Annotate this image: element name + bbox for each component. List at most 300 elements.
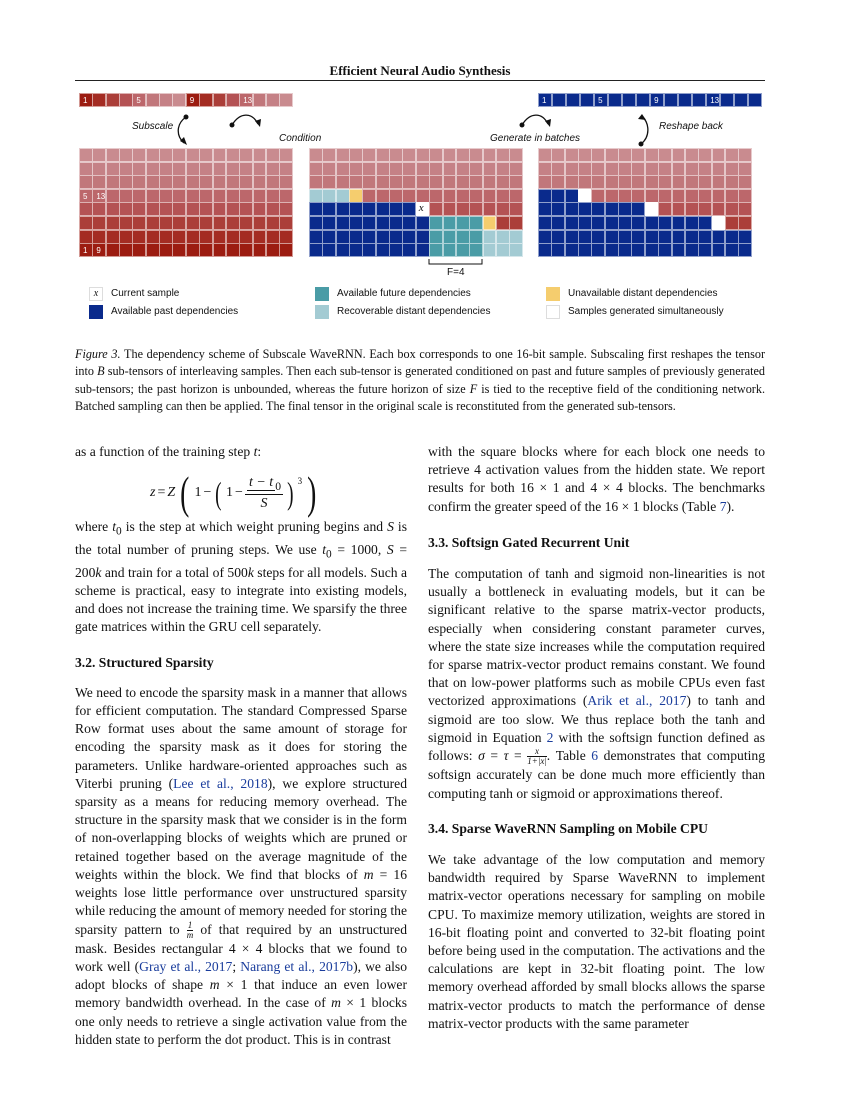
grid-cell: [551, 162, 565, 176]
strip-cell-original: [226, 93, 240, 107]
legend-label: Samples generated simultaneously: [568, 306, 724, 317]
grid-cell: [266, 175, 280, 189]
grid-cell: [172, 230, 186, 244]
legend-label: Recoverable distant dependencies: [337, 306, 491, 317]
future-cell: [469, 216, 483, 230]
math-symbol: t: [322, 541, 327, 557]
strip-cell-original: 5: [132, 93, 146, 107]
past-cell: [362, 216, 376, 230]
grid-cell: [266, 230, 280, 244]
grid-cell: [725, 216, 739, 230]
grid-cell: [565, 175, 579, 189]
eq-Z: Z: [167, 485, 176, 500]
grid-cell: [578, 148, 592, 162]
eq-den: S: [260, 496, 268, 512]
grid-cell: [279, 202, 293, 216]
grid-cell: [253, 175, 267, 189]
grid-cell: [578, 243, 592, 257]
grid-cell: [551, 175, 565, 189]
grid-cell: [159, 175, 173, 189]
strip-cell-reconstituted: [678, 93, 692, 107]
past-cell: [376, 202, 390, 216]
grid-cell: [483, 148, 497, 162]
grid-cell: [322, 175, 336, 189]
grid-cell: [685, 148, 699, 162]
grid-cell: [738, 230, 752, 244]
grid-cell: [106, 148, 120, 162]
strip-cell-reconstituted: [636, 93, 650, 107]
grid-cell: [172, 175, 186, 189]
grid-cell: [279, 230, 293, 244]
eq-num-sub: 0: [275, 479, 282, 493]
grid-cell: [132, 148, 146, 162]
past-cell: [402, 202, 416, 216]
grid-cell: [309, 175, 323, 189]
grid-cell: [645, 189, 659, 203]
grid-cell: [79, 202, 93, 216]
grid-cell: [92, 202, 106, 216]
fraction-numerator: x: [527, 747, 547, 757]
paragraph: We need to encode the sparsity mask in a manner that allows for efficient computation. The standard Compressed Sparse Row format uses about the same amount of storage for encoding the sparsity mask as it does for storing the parameters. Unlike hardware-oriented approaches such as Viterbi pruning (Lee et al., 2018), we explore structured sparsity as a means for reducing memory overhead. The structure in the sparsity mask that we consider is in the form of non-overlapping blocks of weights which are pruned or retained together based on the average magnitude of the weights within the block. We find that blocks of m = 16 weights lose little performance over unstructured sparsity while reducing the amount of memory needed for storing the sparsity pattern to $\frac{1}{m}$ of that required by an unstructured mask. Besides rectangular 4 × 4 blocks that we found to work well (Gray et al., 2017; Narang et al., 2017b), we also adopt blocks of shape m × 1 that induce an even lower memory bandwidth overhead. In the case of m × 1 blocks one only needs to retrieve a single activation value from the hidden state to perform the dot product. This is in contrast: [75, 684, 407, 1047]
strip-cell-reconstituted: [580, 93, 594, 107]
grid-cell: [578, 162, 592, 176]
grid-cell: [199, 175, 213, 189]
grid-cell: [279, 162, 293, 176]
math-subscript: 0: [326, 548, 332, 561]
grid-cell: [645, 216, 659, 230]
grid-cell: [605, 189, 619, 203]
math-subscript: 0: [116, 525, 122, 538]
grid-cell: [658, 148, 672, 162]
grid-cell: [106, 162, 120, 176]
grid-cell: [146, 148, 160, 162]
grid-cell: [605, 162, 619, 176]
grid-cell: [685, 202, 699, 216]
legend-label: Current sample: [111, 288, 180, 299]
grid-cell: [469, 202, 483, 216]
past-cell: [389, 230, 403, 244]
past-cell: [309, 216, 323, 230]
grid-cell: [159, 216, 173, 230]
grid-cell: [279, 216, 293, 230]
grid-cell: [551, 230, 565, 244]
grid-cell: [685, 189, 699, 203]
grid-cell: [605, 202, 619, 216]
grid-cell: [631, 162, 645, 176]
strip-cell-original: [253, 93, 267, 107]
math-symbol: S: [387, 519, 394, 534]
grid-cell: [631, 202, 645, 216]
past-cell: [349, 230, 363, 244]
future-cell: [469, 230, 483, 244]
grid-cell: [376, 175, 390, 189]
grid-cell: [146, 243, 160, 257]
math-symbol: S: [386, 541, 394, 557]
grid-cell: [253, 230, 267, 244]
citation-link[interactable]: Lee et al., 2018: [173, 775, 268, 791]
recoverable-cell: [496, 243, 510, 257]
grid-cell: [266, 162, 280, 176]
grid-cell: [685, 162, 699, 176]
grid-cell: [605, 243, 619, 257]
grid-cell: [279, 175, 293, 189]
grid-cell: [496, 202, 510, 216]
grid-cell: [213, 175, 227, 189]
grid-cell: [322, 148, 336, 162]
grid-cell: [443, 189, 457, 203]
grid-cell: [92, 230, 106, 244]
grid-cell: [698, 243, 712, 257]
math-symbol: k: [247, 564, 254, 580]
grid-cell: [658, 216, 672, 230]
grid-cell: [349, 162, 363, 176]
grid-cell: [672, 148, 686, 162]
grid-cell: [591, 243, 605, 257]
grid-cell: [672, 202, 686, 216]
grid-cell: 9: [92, 243, 106, 257]
citation-link[interactable]: 6: [591, 748, 599, 764]
grid-cell: [186, 216, 200, 230]
simultaneous-cell: [712, 216, 726, 230]
eq-equals: =: [157, 485, 166, 500]
grid-cell: [402, 162, 416, 176]
legend-swatch-simultaneous: [546, 305, 560, 319]
grid-cell: [591, 230, 605, 244]
strip-cell-original: [92, 93, 106, 107]
grid-cell: [199, 162, 213, 176]
grid-cell: [591, 148, 605, 162]
running-header: Efficient Neural Audio Synthesis: [329, 63, 511, 78]
grid-cell: [199, 230, 213, 244]
grid-cell: [618, 202, 632, 216]
grid-cell: [349, 175, 363, 189]
figure-3: [0, 0, 850, 330]
grid-cell: [429, 162, 443, 176]
eq-minus: −: [203, 485, 212, 500]
grid-cell: [631, 175, 645, 189]
grid-cell: [698, 216, 712, 230]
citation-link[interactable]: 2: [546, 729, 554, 745]
legend-swatch-future: [315, 287, 329, 301]
grid-cell: [443, 175, 457, 189]
math-symbol: t: [253, 444, 258, 459]
grid-cell: [672, 243, 686, 257]
grid-cell: [376, 148, 390, 162]
grid-cell: [496, 216, 510, 230]
fraction-denominator: 1+|x|: [527, 756, 547, 767]
grid-cell: [199, 216, 213, 230]
grid-cell: [279, 189, 293, 203]
grid-cell: [106, 216, 120, 230]
grid-cell: [578, 175, 592, 189]
grid-cell: [266, 148, 280, 162]
past-cell: [322, 243, 336, 257]
grid-cell: 13: [92, 189, 106, 203]
grid-cell: [483, 189, 497, 203]
grid-cell: [132, 216, 146, 230]
grid-cell: [226, 202, 240, 216]
eq-one: 1: [194, 485, 202, 500]
future-cell: [469, 243, 483, 257]
grid-cell: [712, 175, 726, 189]
past-cell: [362, 243, 376, 257]
grid-cell: [159, 162, 173, 176]
grid-cell: [132, 230, 146, 244]
strip-cell-original: [106, 93, 120, 107]
grid-cell: [509, 162, 523, 176]
recoverable-cell: [509, 230, 523, 244]
grid-cell: [538, 243, 552, 257]
grid-cell: [279, 243, 293, 257]
grid-cell: [362, 175, 376, 189]
grid-cell: [172, 189, 186, 203]
past-cell: [309, 230, 323, 244]
grid-cell: [416, 148, 430, 162]
grid-cell: [578, 230, 592, 244]
past-cell: [322, 216, 336, 230]
past-cell: [376, 230, 390, 244]
grid-cell: [239, 202, 253, 216]
grid-cell: [725, 175, 739, 189]
grid-cell: [565, 230, 579, 244]
grid-cell: [591, 175, 605, 189]
strip-cell-original: [159, 93, 173, 107]
grid-cell: [605, 148, 619, 162]
grid-cell: [469, 175, 483, 189]
grid-cell: [551, 243, 565, 257]
grid-cell: [456, 162, 470, 176]
past-cell: [416, 243, 430, 257]
strip-cell-reconstituted: 5: [594, 93, 608, 107]
grid-cell: [672, 175, 686, 189]
grid-cell: [119, 189, 133, 203]
grid-cell: [226, 148, 240, 162]
grid-cell: [186, 230, 200, 244]
grid-cell: [698, 230, 712, 244]
past-cell: [389, 202, 403, 216]
grid-cell: [186, 175, 200, 189]
grid-cell: [685, 216, 699, 230]
grid-cell: [618, 216, 632, 230]
recoverable-cell: [496, 230, 510, 244]
future-cell: [429, 243, 443, 257]
grid-cell: [146, 189, 160, 203]
grid-cell: [483, 202, 497, 216]
grid-cell: [376, 162, 390, 176]
grid-cell: [712, 243, 726, 257]
past-cell: [336, 216, 350, 230]
eq-fraction: [245, 474, 283, 513]
math-symbol: t: [112, 519, 117, 534]
grid-cell: [725, 230, 739, 244]
grid-cell: [631, 230, 645, 244]
grid-cell: [551, 148, 565, 162]
grid-cell: [538, 230, 552, 244]
grid-cell: [119, 202, 133, 216]
grid-cell: [712, 189, 726, 203]
grid-cell: [186, 162, 200, 176]
grid-cell: [456, 148, 470, 162]
grid-cell: [226, 230, 240, 244]
grid-cell: [309, 148, 323, 162]
grid-cell: [565, 162, 579, 176]
grid-cell: [213, 189, 227, 203]
grid-cell: [186, 189, 200, 203]
legend-swatch-unavailable: [546, 287, 560, 301]
grid-cell: [92, 175, 106, 189]
grid-cell: [538, 189, 552, 203]
grid-cell: [226, 216, 240, 230]
grid-cell: [172, 162, 186, 176]
section-heading-3-3: 3.3. Softsign Gated Recurrent Unit: [428, 534, 630, 550]
math-symbol: k: [95, 564, 102, 580]
past-cell: [362, 230, 376, 244]
grid-cell: [645, 148, 659, 162]
grid-cell: [226, 162, 240, 176]
grid-cell: 5: [79, 189, 93, 203]
past-cell: [336, 202, 350, 216]
grid-cell: [172, 202, 186, 216]
grid-cell: [253, 189, 267, 203]
past-cell: [416, 216, 430, 230]
section-heading-3-4: 3.4. Sparse WaveRNN Sampling on Mobile CPU: [428, 820, 708, 836]
grid-cell: [738, 216, 752, 230]
math-symbol: σ: [478, 748, 485, 764]
grid-cell: [159, 230, 173, 244]
grid-cell: [132, 243, 146, 257]
paragraph: The computation of tanh and sigmoid non-linearities is not usually a bottleneck in evaluating models, but it can be significant relative to the sparse matrix-vector products, especially when considering constant parameter curves, where the state size increases while the computation required for sparse matrix-vector product remains constant. We found that on low-power platforms such as mobile CPUs even fast vectorized approximations (Arik et al., 2017) to tanh and sigmoid are too slow. We thus replace both the tanh and sigmoid in Equation 2 with the softsign function defined as follows: σ = τ = $\frac{x}{1+|x|}$ . Table 6 demonstrates that computing softsign accurately can be done much more efficiently than computing tanh or sigmoid or approximations thereof.: [428, 566, 766, 801]
grid-cell: [79, 216, 93, 230]
grid-cell: [591, 162, 605, 176]
pruning-equation: z = Z ( 1 − ( 1 − $\frac{t - t _0}{S}$ ) $^3$ ): [150, 467, 317, 518]
past-cell: [349, 202, 363, 216]
grid-cell: [712, 202, 726, 216]
citation-link[interactable]: Narang et al., 2017b: [240, 959, 354, 975]
grid-cell: [658, 202, 672, 216]
past-cell: [402, 243, 416, 257]
grid-cell: [266, 189, 280, 203]
strip-cell-original: [266, 93, 280, 107]
past-cell: [376, 243, 390, 257]
paragraph: where $t_0$ is the step at which weight pruning begins and S is the total number of pruning steps. We use $t_0 = 1000$, S = 200k and train for a total of 500k steps for all models. Such a scheme is practical, easy to integrate into existing models, and does not increase the training time. We sparsify the three gate matrices within the GRU cell separately.: [75, 519, 408, 635]
grid-cell: [698, 175, 712, 189]
grid-cell: [618, 243, 632, 257]
strip-cell-original: [199, 93, 213, 107]
future-cell: [443, 216, 457, 230]
grid-cell: [496, 189, 510, 203]
grid-cell: [565, 189, 579, 203]
grid-cell: [186, 243, 200, 257]
grid-cell: [443, 162, 457, 176]
grid-cell: [551, 189, 565, 203]
strip-cell-original: 13: [239, 93, 253, 107]
grid-cell: [645, 162, 659, 176]
left-column: [75, 443, 407, 461]
grid-cell: [106, 175, 120, 189]
strip-cell-original: [119, 93, 133, 107]
grid-cell: [213, 216, 227, 230]
past-cell: [349, 243, 363, 257]
grid-cell: [538, 148, 552, 162]
future-cell: [456, 216, 470, 230]
grid-cell: [712, 230, 726, 244]
grid-cell: [266, 243, 280, 257]
grid-cell: [159, 189, 173, 203]
past-cell: [402, 216, 416, 230]
fraction-denominator: m: [186, 929, 194, 940]
grid-cell: [213, 148, 227, 162]
future-cell: [443, 230, 457, 244]
legend-label: Unavailable distant dependencies: [568, 288, 718, 299]
grid-cell: [591, 216, 605, 230]
citation-link[interactable]: 7: [719, 498, 727, 514]
strip-cell-original: [172, 93, 186, 107]
paragraph: We take advantage of the low computation and memory bandwidth required by Sparse WaveRNN to implement matrix-vector operations necessary for sampling on mobile CPU. To maximize memory utilization, weights are stored in 16-bit floating point and converted to 32-bit floating point before being used in the computation. The activations and the calculations are kept in 32-bit floating point. The low memory overhead afforded by small blocks allows the sparse matrix-vector products to match the performance of dense matrix-vector products with the same parameter: [428, 852, 765, 1031]
grid-cell: [456, 202, 470, 216]
strip-cell-original: [213, 93, 227, 107]
grid-cell: [172, 148, 186, 162]
future-horizon-label: F=4: [447, 267, 465, 278]
grid-cell: [672, 230, 686, 244]
grid-cell: [79, 162, 93, 176]
future-cell: [443, 243, 457, 257]
grid-cell: [92, 148, 106, 162]
grid-cell: [416, 162, 430, 176]
recoverable-cell: [483, 243, 497, 257]
left-column-body: [75, 518, 407, 1049]
condition-arrow-icon: [232, 115, 258, 125]
grid-cell: [199, 243, 213, 257]
grid-cell: [146, 216, 160, 230]
legend-label: Available past dependencies: [111, 306, 239, 317]
grid-cell: [591, 189, 605, 203]
grid-cell: [738, 189, 752, 203]
subscale-label: Subscale: [132, 121, 174, 132]
grid-cell: [509, 216, 523, 230]
grid-cell: [322, 162, 336, 176]
grid-cell: [389, 189, 403, 203]
citation-link[interactable]: Gray et al., 2017: [139, 959, 233, 975]
strip-cell-reconstituted: [608, 93, 622, 107]
legend-swatch-current: x: [89, 287, 103, 301]
grid-cell: [591, 202, 605, 216]
inline-fraction: [187, 921, 194, 940]
eq-one-inner: 1: [226, 485, 234, 500]
grid-cell: [605, 175, 619, 189]
eq-minus-inner: −: [235, 485, 243, 500]
past-cell: [336, 230, 350, 244]
strip-cell-reconstituted: [720, 93, 734, 107]
grid-cell: [738, 148, 752, 162]
grid-cell: [146, 175, 160, 189]
grid-cell: [712, 148, 726, 162]
grid-cell: [362, 162, 376, 176]
grid-cell: [429, 148, 443, 162]
condition-label: Condition: [279, 133, 322, 144]
grid-cell: [672, 189, 686, 203]
grid-cell: [658, 243, 672, 257]
grid-cell: [146, 162, 160, 176]
citation-link[interactable]: Arik et al., 2017: [587, 693, 687, 709]
eq-exponent: 3: [297, 476, 303, 486]
recoverable-cell: [483, 230, 497, 244]
grid-cell: [645, 230, 659, 244]
grid-cell: [645, 243, 659, 257]
grid-cell: [738, 202, 752, 216]
eq-lhs: z: [150, 485, 156, 500]
grid-cell: [186, 148, 200, 162]
grid-cell: [509, 175, 523, 189]
